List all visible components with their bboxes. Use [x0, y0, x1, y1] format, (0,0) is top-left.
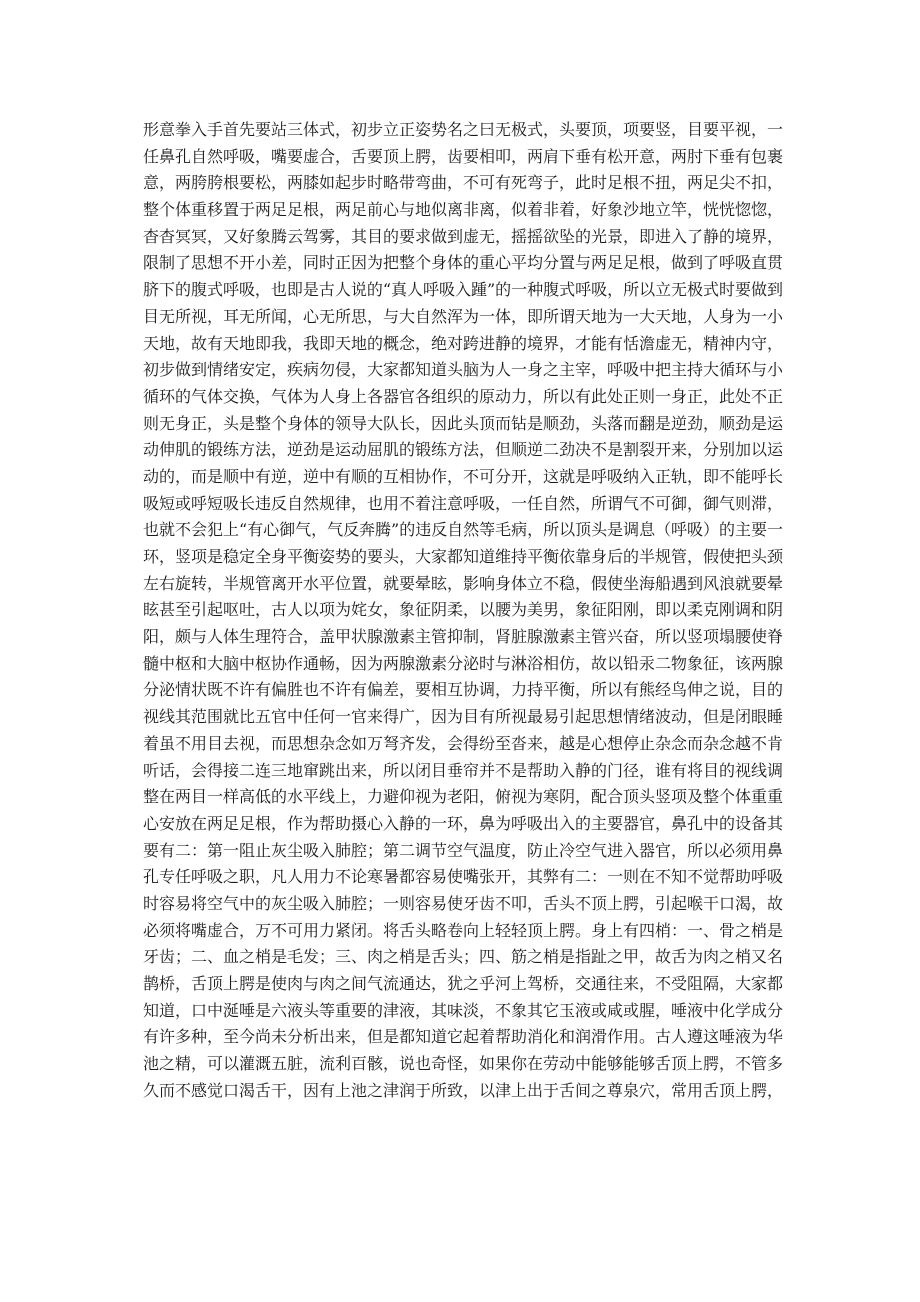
text-line: 整个体重移置于两足足根，两足前心与地似离非离，似着非着，好象沙地立竿，恍恍惚惚， [143, 200, 784, 220]
text-line: 限制了思想不开小差，同时正因为把整个身体的重心平均分置与两足足根，做到了呼吸直贯 [143, 253, 784, 273]
text-line: 要有二：第一阻止灰尘吸入肺腔；第二调节空气温度，防止冷空气进入器官，所以必须用鼻 [143, 840, 784, 860]
text-line: 久而不感觉口渴舌干，因有上池之津润于所致，以津上出于舌间之尊泉穴，常用舌顶上腭， [143, 1080, 784, 1100]
text-line: 有许多种，至今尚未分析出来，但是都知道它起着帮助消化和润滑作用。古人遵这唾液为华 [143, 1027, 784, 1047]
text-line: 也就不会犯上“有心御气，气反奔腾”的违反自然等毛病，所以顶头是调息（呼吸）的主要一 [143, 520, 783, 540]
text-line: 吸短或呼短吸长违反自然规律，也用不着注意呼吸，一任自然，所谓气不可御，御气则滞， [143, 493, 784, 513]
text-line: 听话，会得接二连三地窜跳出来，所以闭目垂帘并不是帮助入静的门径，谁有将目的视线调 [143, 760, 784, 780]
text-line: 初步做到情绪安定，疾病勿侵，大家都知道头脑为人一身之主宰，呼吸中把主持大循环与小 [143, 360, 784, 380]
text-line: 心安放在两足足根，作为帮助摄心入静的一环，鼻为呼吸出入的主要器官，鼻孔中的设备其 [143, 813, 784, 833]
text-line: 着虽不用目去视，而思想杂念如万弩齐发，会得纷至沓来，越是心想停止杂念而杂念越不肯 [143, 733, 784, 753]
text-line: 鹊桥，舌顶上腭是使肉与肉之间气流通达，犹之乎河上驾桥，交通往来，不受阻隔，大家都 [143, 974, 784, 993]
text-line: 循环的气体交换，气体为人身上各器官各组织的原动力，所以有此处正则一身正，此处不正 [143, 386, 784, 406]
text-line: 阳，颇与人体生理符合，盖甲状腺激素主管抑制，肾脏腺激素主管兴奋，所以竖项塌腰使脊 [143, 627, 784, 647]
text-line: 动的，而是顺中有逆，逆中有顺的互相协作，不可分开，这就是呼吸纳入正轨，即不能呼长 [143, 466, 784, 486]
text-line: 脐下的腹式呼吸，也即是古人说的“真人呼吸入踵”的一种腹式呼吸，所以立无极式时要做到 [143, 280, 783, 300]
body-text [143, 117, 783, 1104]
text-line: 时容易将空气中的灰尘吸入肺腔；一则容易使牙齿不叩，舌头不顶上腭，引起喉干口渴，故 [143, 893, 784, 913]
text-line: 必须将嘴虚合，万不可用力紧闭。将舌头略卷向上轻轻顶上腭。身上有四梢：一、骨之梢是 [143, 920, 784, 940]
text-line: 分泌情状既不许有偏胜也不许有偏差，要相互协调，力持平衡，所以有熊经鸟伸之说，目的 [143, 680, 784, 700]
text-line: 知道，口中涎唾是六液头等重要的津液，其味淡，不象其它玉液或咸或腥，唾液中化学成分 [143, 1000, 784, 1020]
text-line: 杳杳冥冥，又好象腾云驾雾，其目的要求做到虚无，摇摇欲坠的光景，即进入了静的境界， [143, 226, 784, 246]
text-line: 眩甚至引起呕吐，古人以项为姹女，象征阴柔，以腰为美男，象征阳刚，即以柔克刚调和阴 [143, 600, 784, 620]
text-line: 则无身正，头是整个身体的领导大队长，因此头顶而钻是顺劲，头落而翻是逆劲，顺劲是运 [143, 413, 784, 433]
text-line: 视线其范围就比五官中任何一官来得广，因为目有所视最易引起思想情绪波动，但是闭眼睡 [143, 707, 784, 727]
text-line: 左右旋转，半规管离开水平位置，就要晕眩，影响身体立不稳，假使坐海船遇到风浪就要晕 [143, 573, 784, 593]
text-line: 任鼻孔自然呼吸，嘴要虚合，舌要顶上腭，齿要相叩，两肩下垂有松开意，两肘下垂有包裹 [143, 146, 784, 166]
text-line: 意，两胯胯根要松，两膝如起步时略带弯曲，不可有死弯子，此时足根不扭，两足尖不扣， [143, 173, 784, 193]
text-line: 整在两目一样高低的水平线上，力避仰视为老阳，俯视为寒阴，配合顶头竖项及整个体重重 [143, 787, 784, 807]
text-line: 动伸肌的锻练方法，逆劲是运动屈肌的锻练方法，但顺逆二劲决不是割裂开来，分别加以运 [143, 440, 784, 460]
text-line: 环，竖项是稳定全身平衡姿势的要头，大家都知道维持平衡依靠身后的半规管，假使把头颈 [143, 547, 784, 566]
text-line: 髓中枢和大脑中枢协作通畅，因为两腺激素分泌时与淋浴相仿，故以铅汞二物象征，该两腺 [143, 653, 784, 673]
text-line: 孔专任呼吸之职，凡人用力不论寒暑都容易使嘴张开，其弊有二：一则在不知不觉帮助呼吸 [143, 867, 784, 887]
text-line: 目无所视，耳无所闻，心无所思，与大自然浑为一体，即所谓天地为一大天地，人身为一小 [143, 306, 784, 326]
text-line: 形意拳入手首先要站三体式，初步立正姿势名之曰无极式，头要顶，项要竖，目要平视，一 [143, 120, 784, 139]
text-line: 牙齿；二、血之梢是毛发；三、肉之梢是舌头；四、筋之梢是指趾之甲，故舌为肉之梢又名 [143, 947, 784, 967]
text-line: 池之精，可以灌溉五脏，流利百骸，说也奇怪，如果你在劳动中能够能够舌顶上腭，不管多 [143, 1054, 784, 1074]
text-line: 天地，故有天地即我，我即天地的概念，绝对跨进静的境界，才能有恬澹虚无，精神内守， [143, 333, 784, 353]
